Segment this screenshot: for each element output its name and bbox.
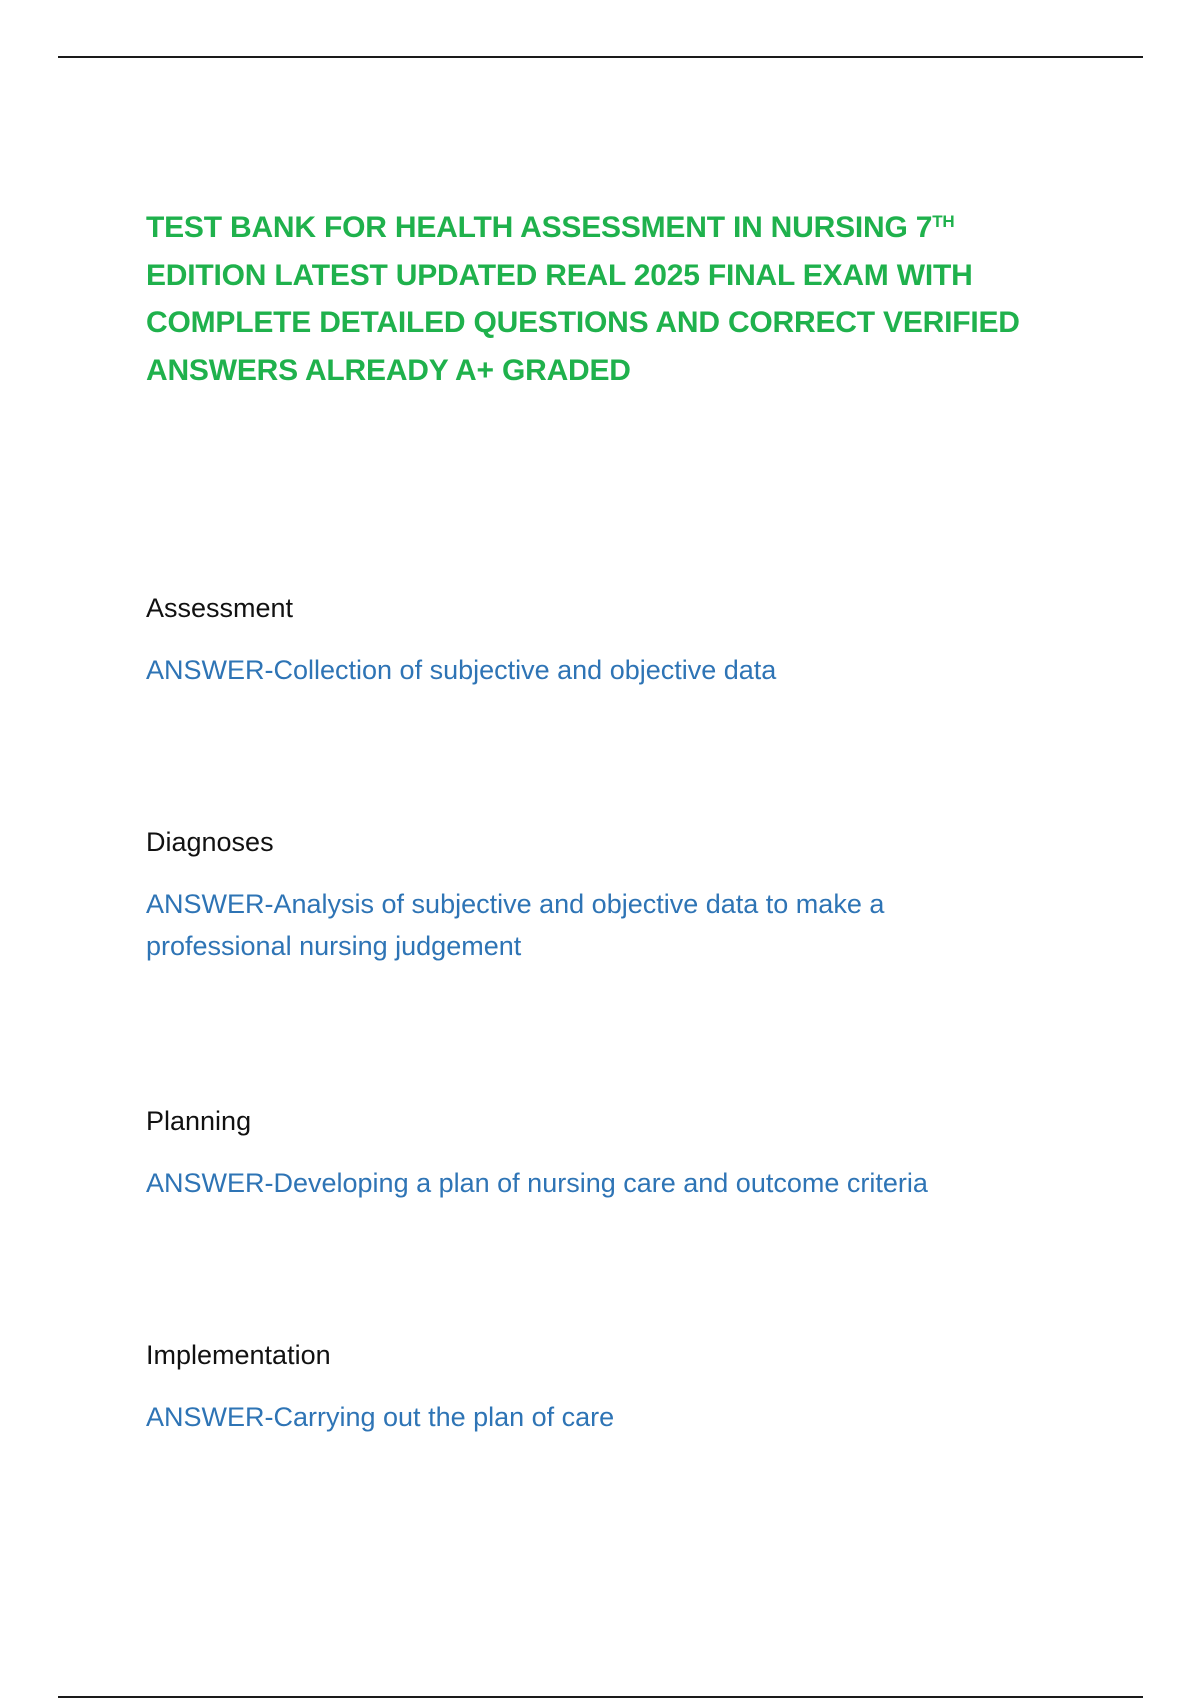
answer-line: ANSWER-Analysis of subjective and objective data to make a xyxy=(146,889,885,919)
qa-item-diagnoses xyxy=(146,825,1126,967)
question-term: Diagnoses xyxy=(146,827,274,857)
bottom-rule xyxy=(58,1696,1143,1698)
title-superscript: TH xyxy=(932,212,955,231)
answer-text xyxy=(146,1396,1126,1438)
document-title xyxy=(146,204,1046,394)
qa-item-implementation xyxy=(146,1338,1126,1438)
title-line-2: EDITION LATEST UPDATED REAL 2025 FINAL EXAM WITH xyxy=(146,258,973,292)
answer-line: ANSWER-Carrying out the plan of care xyxy=(146,1402,615,1432)
top-rule xyxy=(58,56,1143,58)
question-term: Assessment xyxy=(146,593,294,623)
answer-text xyxy=(146,883,1126,967)
answer-text xyxy=(146,1162,1126,1204)
answer-text xyxy=(146,649,1126,691)
qa-item-assessment xyxy=(146,591,1126,691)
answer-line: professional nursing judgement xyxy=(146,931,522,961)
qa-item-planning xyxy=(146,1104,1126,1204)
answer-line: ANSWER-Developing a plan of nursing care and outcome criteria xyxy=(146,1168,928,1198)
question-term: Implementation xyxy=(146,1340,331,1370)
title-line-3: COMPLETE DETAILED QUESTIONS AND CORRECT VERIFIED xyxy=(146,306,1020,339)
title-line-1 xyxy=(146,204,1046,252)
question-term: Planning xyxy=(146,1106,252,1136)
answer-line: ANSWER-Collection of subjective and objective data xyxy=(146,655,777,685)
title-line-4: ANSWERS ALREADY A+ GRADED xyxy=(146,353,631,387)
title-line-1-text: TEST BANK FOR HEALTH ASSESSMENT IN NURSING 7 xyxy=(146,211,933,244)
